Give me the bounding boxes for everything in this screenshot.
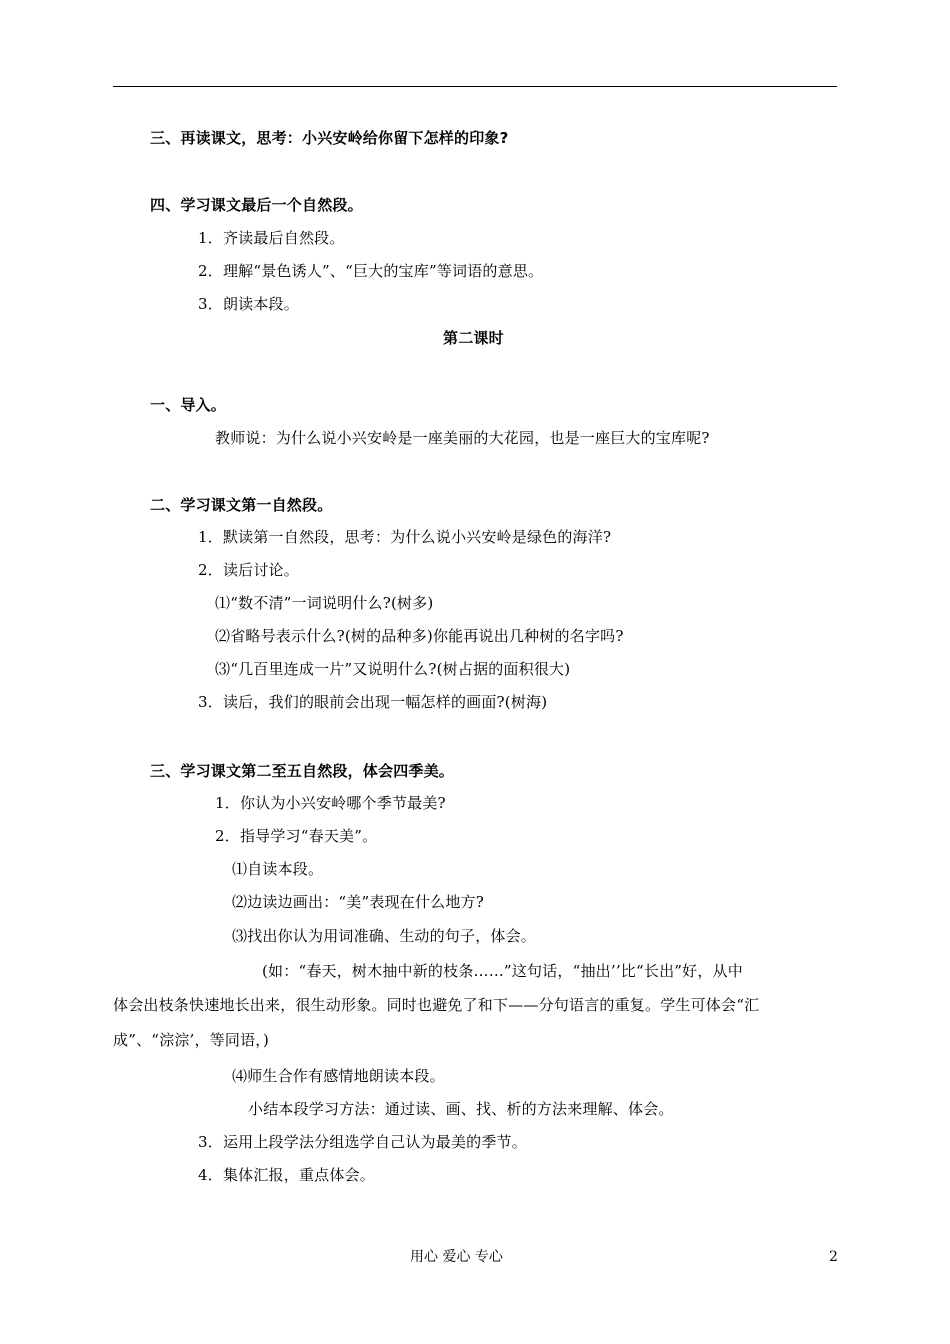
- list-item: 3．运用上段学法分组选学自己认为最美的季节。: [198, 1133, 527, 1151]
- list-item: 1．默读第一自然段，思考：为什么说小兴安岭是绿色的海洋?: [198, 528, 612, 546]
- section-heading: 四、学习课文最后一个自然段。: [150, 196, 363, 214]
- paragraph: 教师说：为什么说小兴安岭是一座美丽的大花园，也是一座巨大的宝库呢?: [215, 429, 710, 447]
- list-item: 1．你认为小兴安岭哪个季节最美?: [215, 794, 446, 812]
- lesson-title: 第二课时: [443, 329, 504, 347]
- sub-item: ⑵省略号表示什么?(树的品种多)你能再说出几种树的名字吗?: [215, 627, 624, 645]
- example-text: 体会出枝条快速地长出来，很生动形象。同时也避免了和下——分句语言的重复。学生可体会“汇: [113, 996, 760, 1014]
- sub-item: ⑴“数不清”一词说明什么?(树多): [215, 594, 434, 612]
- section-heading: 三、学习课文第二至五自然段，体会四季美。: [150, 762, 455, 780]
- list-item: 2．读后讨论。: [198, 561, 299, 579]
- section-heading: 三、再读课文，思考：小兴安岭给你留下怎样的印象?: [150, 129, 509, 147]
- example-text: (如：“春天，树木抽中新的枝条……”这句话，“抽出’’比“长出”好，从中: [262, 962, 743, 980]
- section-heading: 二、学习课文第一自然段。: [150, 496, 333, 514]
- list-item: 3．朗读本段。: [198, 295, 299, 313]
- section-heading: 一、导入。: [150, 396, 227, 414]
- list-item: 3．读后，我们的眼前会出现一幅怎样的画面?(树海): [198, 693, 548, 711]
- summary-text: 小结本段学习方法：通过读、画、找、析的方法来理解、体会。: [248, 1100, 674, 1118]
- sub-item: ⑷师生合作有感情地朗读本段。: [232, 1067, 445, 1085]
- page-number: 2: [829, 1249, 838, 1265]
- sub-item: ⑵边读边画出：“美”表现在什么地方?: [232, 893, 484, 911]
- sub-item: ⑴自读本段。: [232, 860, 324, 878]
- list-item: 1．齐读最后自然段。: [198, 229, 345, 247]
- sub-item: ⑶“几百里连成一片”又说明什么?(树占据的面积很大): [215, 660, 571, 678]
- list-item: 2．理解“景色诱人”、“巨大的宝库”等词语的意思。: [198, 262, 544, 280]
- list-item: 4．集体汇报，重点体会。: [198, 1166, 375, 1184]
- header-rule: [113, 86, 837, 87]
- example-text: 成”、“淙淙’，等同语，): [113, 1031, 270, 1049]
- list-item: 2．指导学习“春天美”。: [215, 827, 378, 845]
- footer-slogan: 用心 爱心 专心: [410, 1249, 503, 1265]
- sub-item: ⑶找出你认为用词准确、生动的句子，体会。: [232, 927, 537, 945]
